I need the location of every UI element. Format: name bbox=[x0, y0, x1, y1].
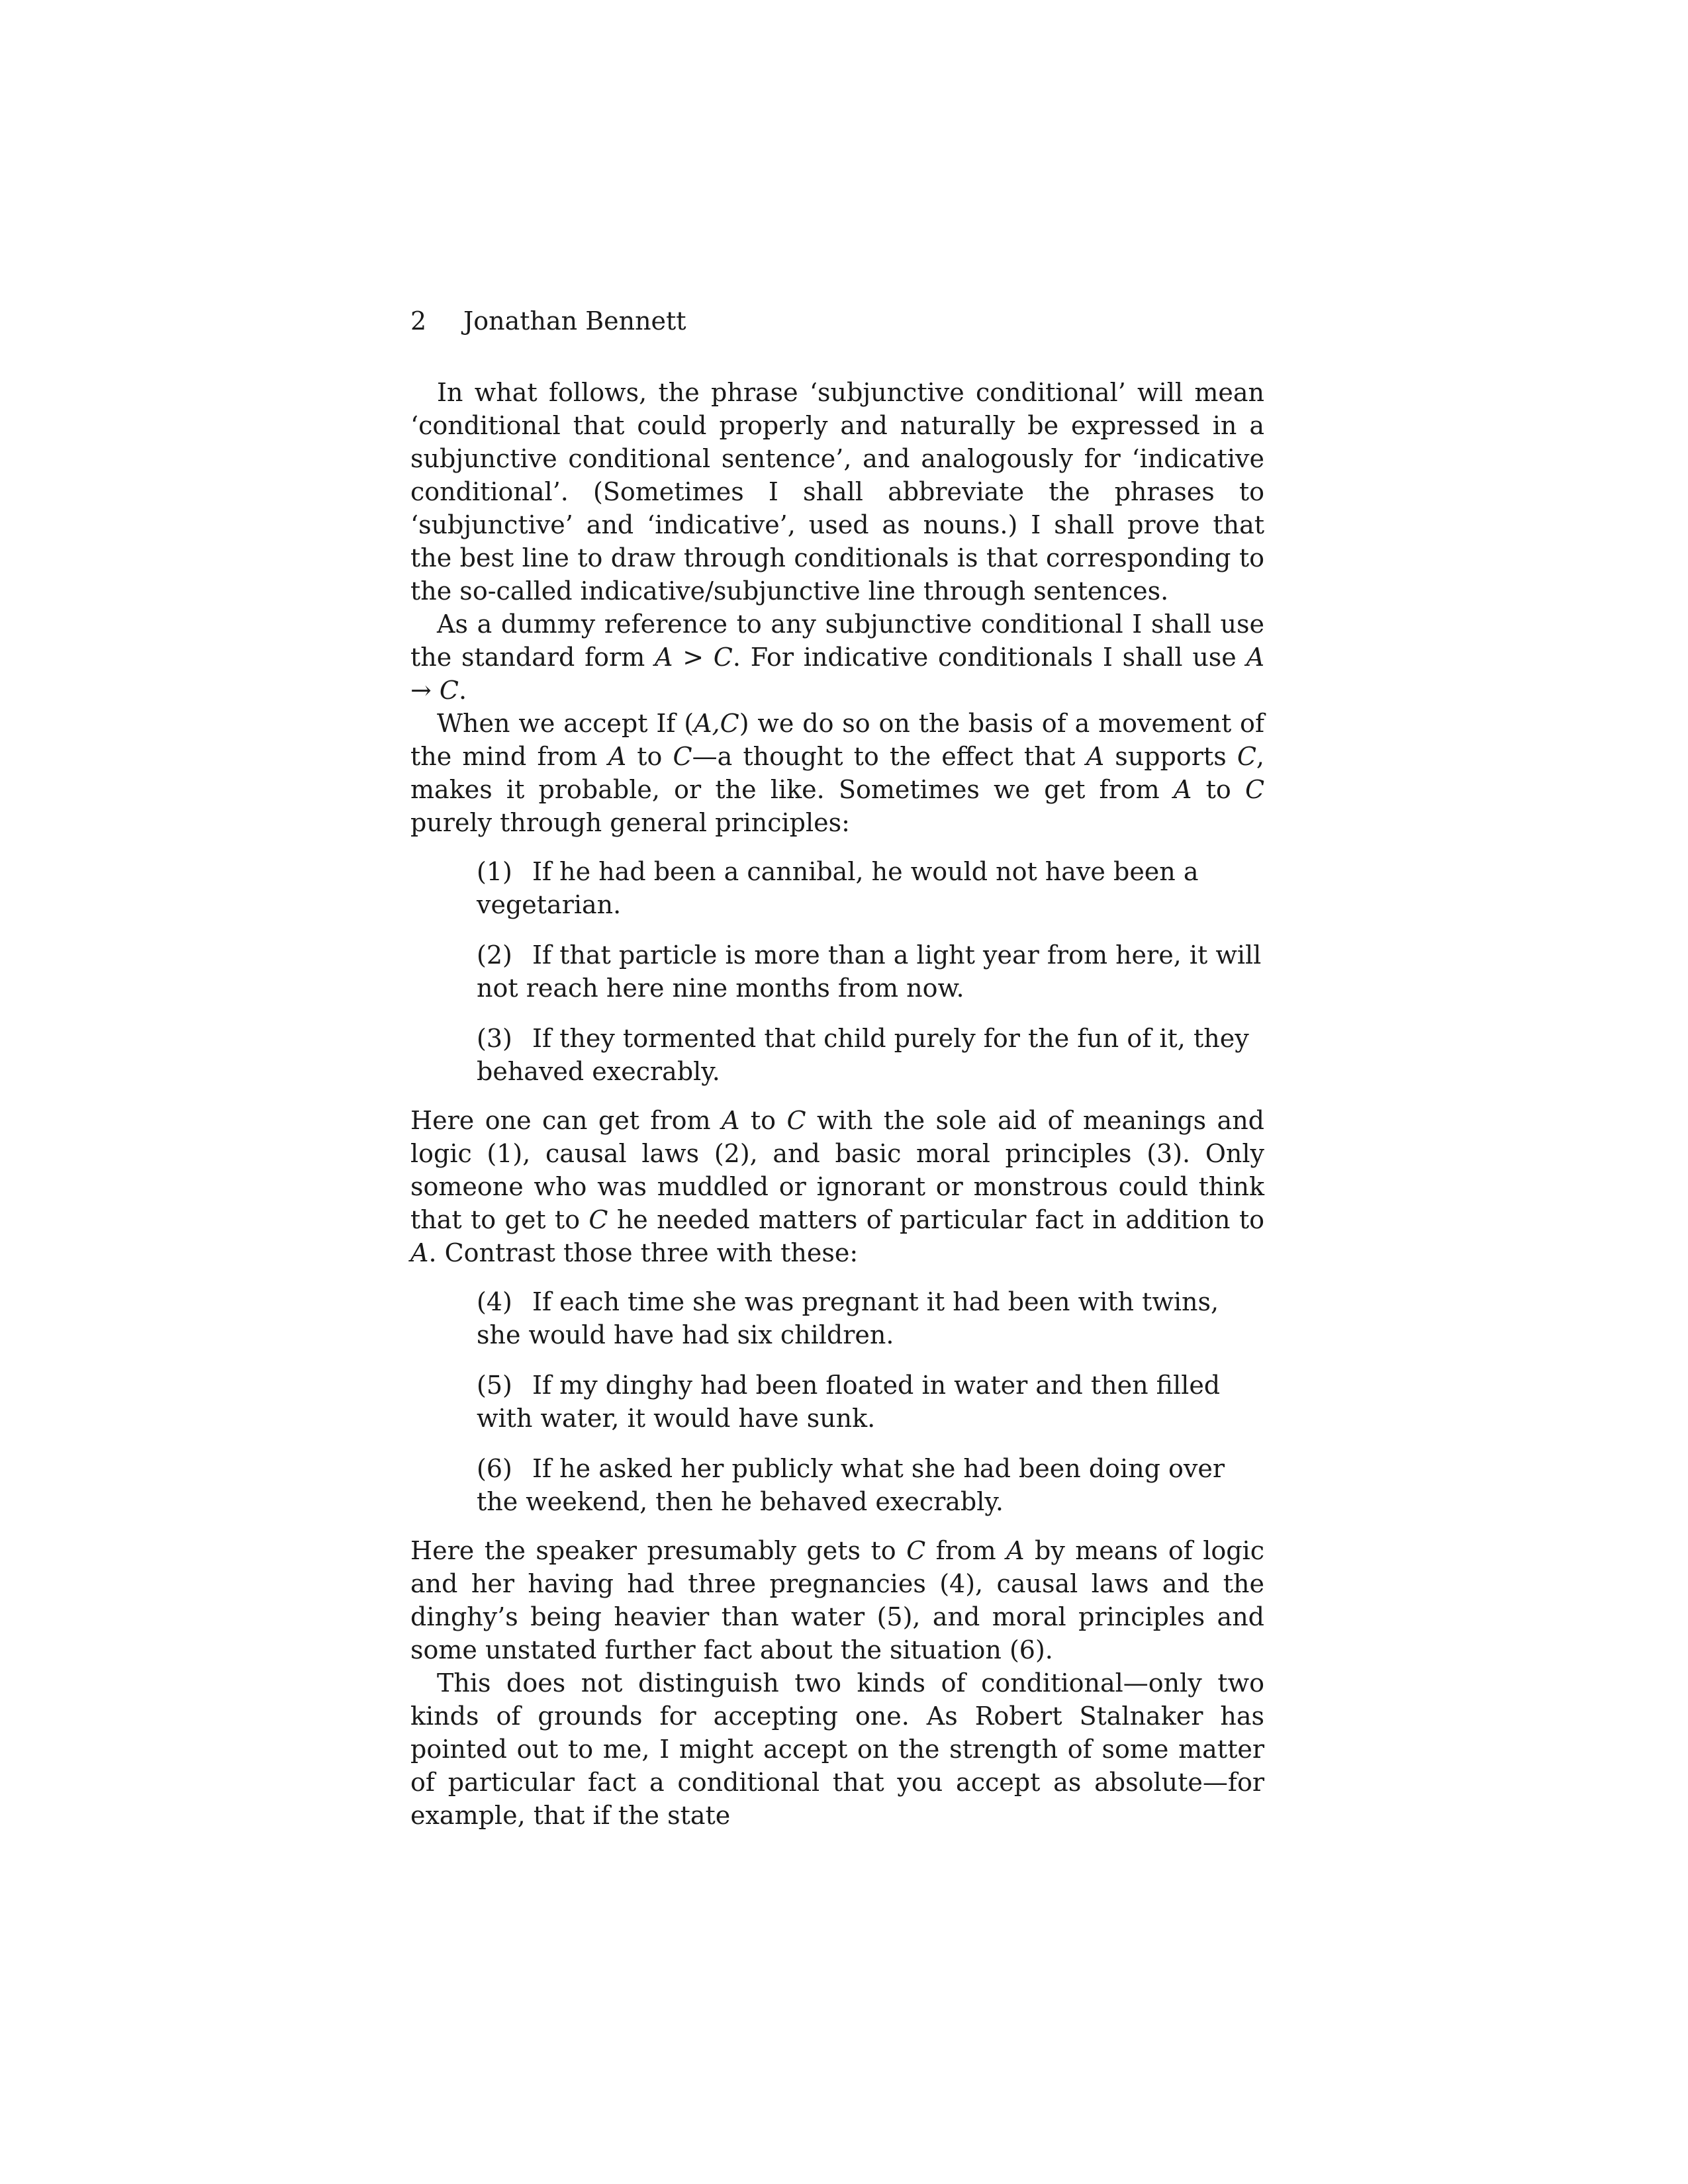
text-run: When we accept If ( bbox=[437, 709, 694, 738]
example-text: If he asked her publicly what she had been doing over the weekend, then he behaved execrably. bbox=[477, 1454, 1225, 1516]
text-run: with the sole aid of meanings and logic (1), causal laws (2), and basic moral principles (3). Only someone who was muddled or ignorant or monstrous could think that to get to bbox=[410, 1106, 1264, 1234]
page bbox=[410, 304, 1264, 1832]
variable: C bbox=[673, 742, 692, 771]
running-header bbox=[410, 304, 1264, 338]
text-run: Here one can get from bbox=[410, 1106, 722, 1135]
text-run: , makes it probable, or the like. Sometimes we get from bbox=[410, 742, 1264, 804]
variable: A bbox=[410, 1238, 429, 1267]
paragraph-2 bbox=[410, 608, 1264, 707]
example-label: (5) bbox=[477, 1371, 512, 1400]
example-5 bbox=[477, 1369, 1264, 1435]
text-run: As a dummy reference to any subjunctive conditional I shall use the standard form bbox=[410, 610, 1264, 672]
variable: A bbox=[1173, 775, 1192, 804]
example-list-2 bbox=[477, 1285, 1264, 1518]
author-name: Jonathan Bennett bbox=[463, 306, 686, 336]
variable: C bbox=[786, 1106, 806, 1135]
page-number: 2 bbox=[410, 306, 427, 336]
text-run: —a thought to the effect that bbox=[692, 742, 1086, 771]
paragraph-5 bbox=[410, 1534, 1264, 1666]
text-run: supports bbox=[1104, 742, 1237, 771]
example-3 bbox=[477, 1022, 1264, 1088]
variable: A bbox=[1086, 742, 1105, 771]
paragraph-1: In what follows, the phrase ‘subjunctive conditional’ will mean ‘conditional that could properly and naturally be expressed in a subjunctive conditional sentence’, and analogously for ‘indicative conditional’. (Sometimes I shall abbreviate the phrases to ‘subjunctive’ and ‘indicative’, used as nouns.) I shall prove that the best line to draw through conditionals is that corresponding to the so-called indicative/subjunctive line through sentences. bbox=[410, 378, 1264, 606]
example-label: (2) bbox=[477, 940, 512, 970]
text-run: to bbox=[1192, 775, 1245, 804]
text-run: . bbox=[459, 676, 467, 705]
text-run: ) we do so on the basis of a movement of the mind from bbox=[410, 709, 1265, 771]
formula-indicative: A → C bbox=[410, 643, 1265, 705]
paragraph-6: This does not distinguish two kinds of conditional—only two kinds of grounds for accepting one. As Robert Stalnaker has pointed out to me, I might accept on the strength of some matter of particular fact a conditional that you accept as absolute—for example, that if the state bbox=[410, 1668, 1264, 1830]
text-run: from bbox=[925, 1536, 1007, 1565]
text-run: he needed matters of particular fact in addition to bbox=[608, 1205, 1264, 1234]
example-label: (1) bbox=[477, 857, 512, 886]
example-text: If that particle is more than a light year from here, it will not reach here nine months from now. bbox=[477, 940, 1262, 1003]
paragraph-4 bbox=[410, 1104, 1264, 1269]
example-label: (6) bbox=[477, 1454, 512, 1483]
variable: A bbox=[1006, 1536, 1025, 1565]
text-run: . For indicative conditionals I shall use bbox=[732, 643, 1246, 672]
example-text: If he had been a cannibal, he would not have been a vegetarian. bbox=[477, 857, 1199, 919]
example-4 bbox=[477, 1285, 1264, 1351]
paragraph-3 bbox=[410, 707, 1264, 839]
example-2 bbox=[477, 938, 1264, 1005]
example-6 bbox=[477, 1452, 1264, 1518]
text-run: purely through general principles: bbox=[410, 808, 850, 837]
text-run: to bbox=[739, 1106, 787, 1135]
example-text: If they tormented that child purely for the fun of it, they behaved execrably. bbox=[477, 1024, 1249, 1086]
example-text: If each time she was pregnant it had been with twins, she would have had six children. bbox=[477, 1287, 1219, 1349]
formula-subjunctive: A > C bbox=[655, 643, 733, 672]
text-run: to bbox=[626, 742, 673, 771]
body-text bbox=[410, 376, 1264, 1832]
variable: C bbox=[1244, 775, 1265, 804]
variable: A bbox=[721, 1106, 740, 1135]
example-label: (4) bbox=[477, 1287, 512, 1316]
variable: C bbox=[1237, 742, 1256, 771]
example-1 bbox=[477, 855, 1264, 921]
variable: C bbox=[906, 1536, 926, 1565]
variable: C bbox=[588, 1205, 608, 1234]
example-text: If my dinghy had been floated in water and then filled with water, it would have sunk. bbox=[477, 1371, 1221, 1433]
example-list-1 bbox=[477, 855, 1264, 1088]
text-run: by means of logic and her having had three pregnancies (4), causal laws and the dinghy’s being heavier than water (5), and moral principles and some unstated further fact about the situation (6). bbox=[410, 1536, 1264, 1664]
example-label: (3) bbox=[477, 1024, 512, 1053]
text-run: . Contrast those three with these: bbox=[428, 1238, 859, 1267]
variable: A,C bbox=[694, 709, 739, 738]
text-run: Here the speaker presumably gets to bbox=[410, 1536, 907, 1565]
variable: A bbox=[608, 742, 627, 771]
